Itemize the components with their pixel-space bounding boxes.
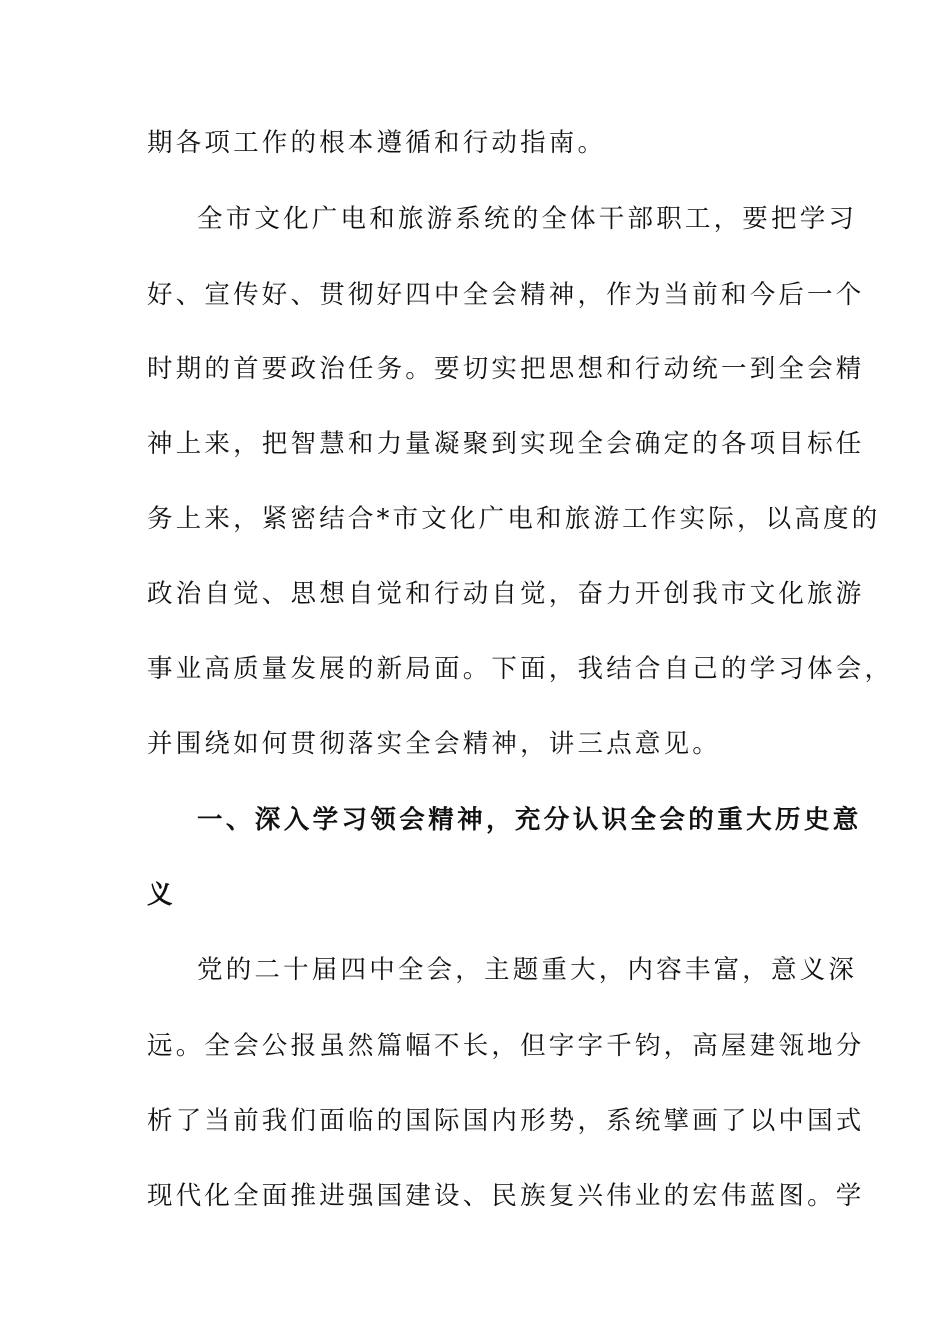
paragraph-line-4: 时期的首要政治任务。要切实把思想和行动统一到全会精 xyxy=(147,354,865,384)
paragraph-line-6: 务上来，紧密结合*市文化广电和旅游工作实际，以高度的 xyxy=(147,504,881,534)
paragraph-line-2: 全市文化广电和旅游系统的全体干部职工，要把学习 xyxy=(197,204,858,234)
paragraph-line-9: 并围绕如何贯彻落实全会精神，讲三点意见。 xyxy=(147,729,722,759)
paragraph-line-12: 析了当前我们面临的国际国内形势，系统擘画了以中国式 xyxy=(147,1106,865,1136)
paragraph-line-10: 党的二十届四中全会，主题重大，内容丰富，意义深 xyxy=(197,955,858,985)
paragraph-line-5: 神上来，把智慧和力量凝聚到实现全会确定的各项目标任 xyxy=(147,429,865,459)
paragraph-line-7: 政治自觉、思想自觉和行动自觉，奋力开创我市文化旅游 xyxy=(147,579,865,609)
section-heading-line-2: 义 xyxy=(147,880,176,910)
paragraph-line-11: 远。全会公报虽然篇幅不长，但字字千钧，高屋建瓴地分 xyxy=(147,1031,865,1061)
paragraph-line-3: 好、宣传好、贯彻好四中全会精神，作为当前和今后一个 xyxy=(147,280,865,310)
paragraph-line-13: 现代化全面推进强国建设、民族复兴伟业的宏伟蓝图。学 xyxy=(147,1181,865,1211)
paragraph-line-1: 期各项工作的根本遵循和行动指南。 xyxy=(147,128,607,158)
paragraph-line-8: 事业高质量发展的新局面。下面，我结合自己的学习体会， xyxy=(147,654,894,684)
section-heading-line-1: 一、深入学习领会精神，充分认识全会的重大历史意 xyxy=(197,805,862,835)
